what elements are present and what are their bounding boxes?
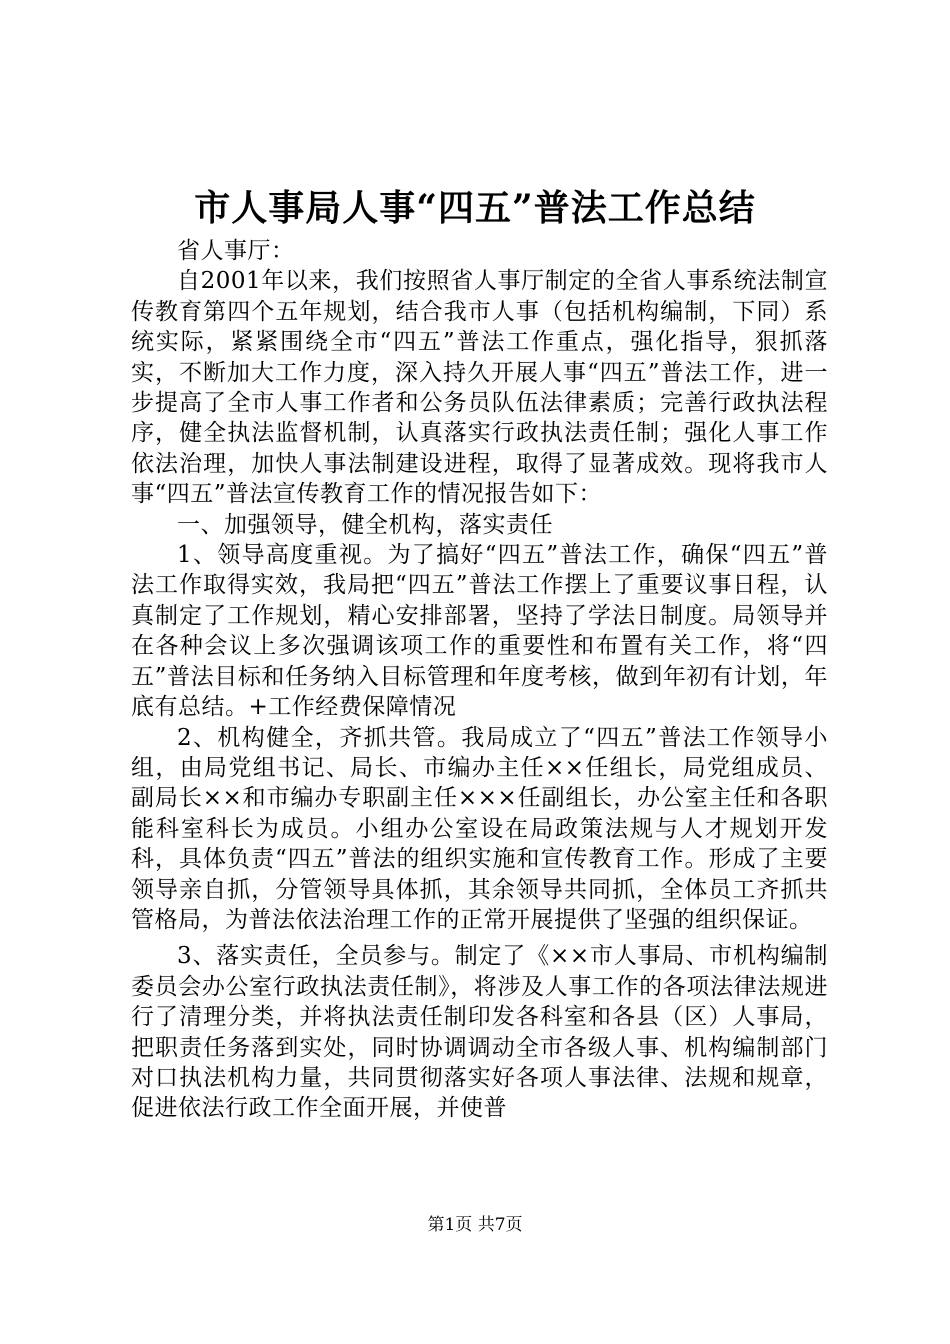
document-title: 市人事局人事“四五”普法工作总结 xyxy=(194,187,756,229)
section-heading-1: 一、加强领导，健全机构，落实责任 xyxy=(177,511,553,538)
intro-paragraph: 自2001年以来，我们按照省人事厅制定的全省人事系统法制宣传教育第四个五年规划，结合我市人事（包括机构编制，下同）系统实际，紧紧围绕全市“四五”普法工作重点，强化指导，狠抓落实，不断加大工作力度，深入持久开展人事“四五”普法工作，进一步提高了全市人事工作者和公务员队伍法律素质；完善行政执法程序，健全执法监督机制，认真落实行政执法责任制；强化人事工作依法治理，加快人事法制建设进程，取得了显著成效。现将我市人事“四五”普法宣传教育工作的情况报告如下： xyxy=(131,268,828,508)
page-footer: 第1页 共7页 xyxy=(427,1215,523,1235)
paragraph-item-1: 1、领导高度重视。为了搞好“四五”普法工作，确保“四五”普法工作取得实效，我局把“四五”普法工作摆上了重要议事日程，认真制定了工作规划，精心安排部署，坚持了学法日制度。局领导并在各种会议上多次强调该项工作的重要性和布置有关工作，将“四五”普法目标和任务纳入目标管理和年度考核，做到年初有计划，年底有总结。+工作经费保障情况 xyxy=(131,542,828,721)
salutation: 省人事厅： xyxy=(177,238,295,264)
paragraph-item-2: 2、机构健全，齐抓共管。我局成立了“四五”普法工作领导小组，由局党组书记、局长、市编办主任××任组长，局党组成员、副局长××和市编办专职副主任×××任副组长，办公室主任和各职能科室科长为成员。小组办公室设在局政策法规与人才规划开发科，具体负责“四五”普法的组织实施和宣传教育工作。形成了主要领导亲自抓，分管领导具体抓，其余领导共同抓，全体员工齐抓共管格局，为普法依法治理工作的正常开展提供了坚强的组织保证。 xyxy=(131,724,828,933)
document-body xyxy=(131,236,828,1124)
paragraph-item-3: 3、落实责任，全员参与。制定了《××市人事局、市机构编制委员会办公室行政执法责任制》，将涉及人事工作的各项法律法规进行了清理分类，并将执法责任制印发各科室和各县（区）人事局，把职责任务落到实处，同时协调调动全市各级人事、机构编制部门对口执法机构力量，共同贯彻落实好各项人事法律、法规和规章，促进依法行政工作全面开展，并使普 xyxy=(131,943,828,1122)
